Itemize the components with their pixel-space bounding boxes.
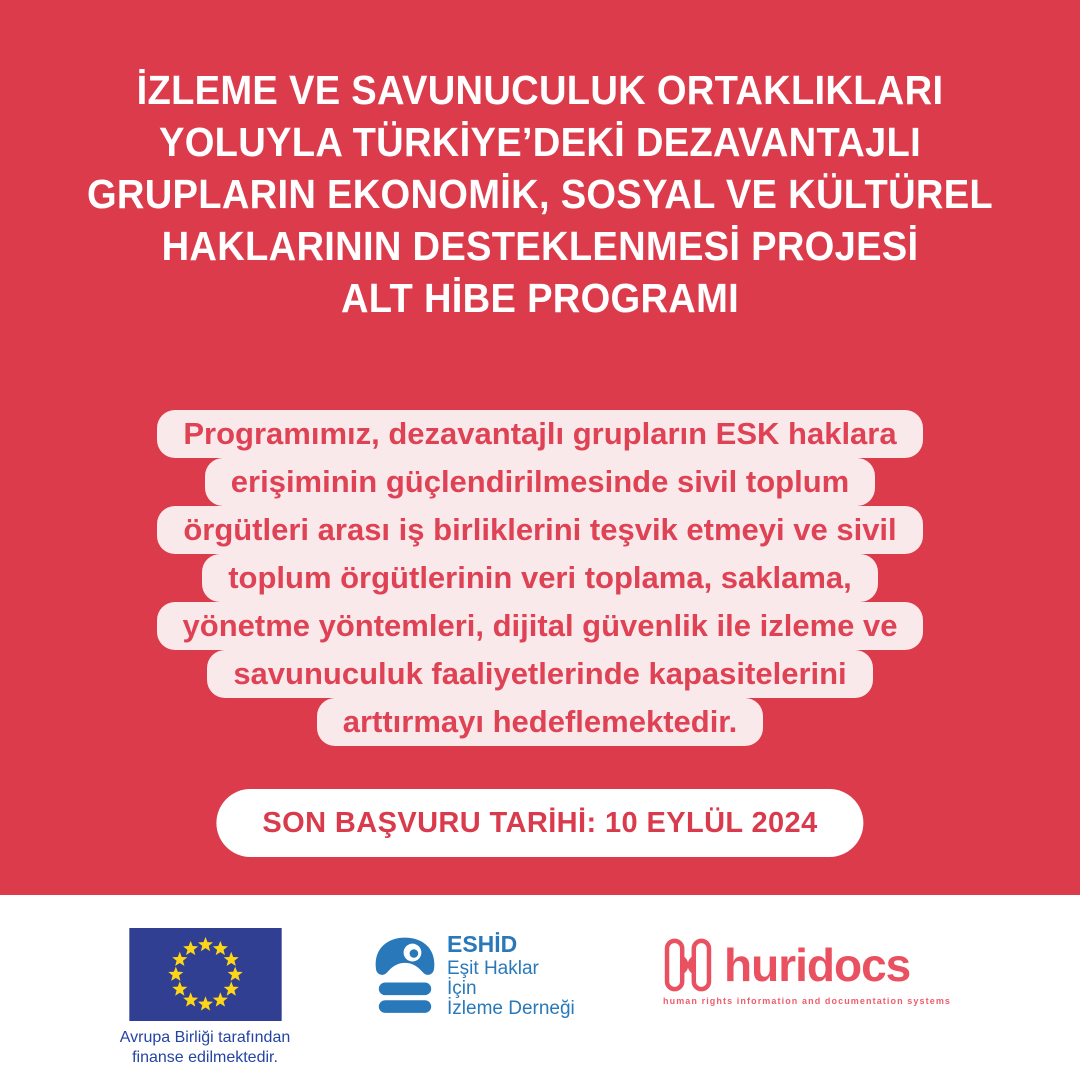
description-line: erişiminin güçlendirilmesinde sivil toplum: [205, 458, 875, 506]
description-line: yönetme yöntemleri, dijital güvenlik ile izleme ve: [157, 602, 924, 650]
page-title: [38, 64, 1042, 324]
eshid-subtitle-line: İzleme Derneği: [447, 998, 575, 1019]
deadline-pill: [216, 789, 863, 857]
title-line: ALT HİBE PROGRAMI: [340, 275, 740, 321]
eshid-name: ESHİD: [447, 931, 518, 957]
description-line: toplum örgütlerinin veri toplama, saklama,: [202, 554, 878, 602]
description-line: arttırmayı hedeflemektedir.: [317, 698, 764, 746]
eu-funding-block: [95, 928, 315, 1068]
title-line: GRUPLARIN EKONOMİK, SOSYAL VE KÜLTÜREL: [86, 171, 994, 217]
deadline-label: SON BAŞVURU TARİHİ: 10 EYLÜL 2024: [262, 806, 818, 839]
program-description: [0, 410, 1080, 746]
eshid-logo-icon: [372, 932, 438, 1018]
eu-flag-icon: [129, 928, 282, 1021]
eu-caption-line: Avrupa Birliği tarafından: [119, 1029, 291, 1046]
description-line: örgütleri arası iş birliklerini teşvik etmeyi ve sivil: [157, 506, 922, 554]
title-line: YOLUYLA TÜRKİYE’DEKİ DEZAVANTAJLI: [159, 119, 921, 165]
title-line: İZLEME VE SAVUNUCULUK ORTAKLIKLARI: [136, 67, 944, 113]
logo-footer: [0, 895, 1080, 1080]
eu-funding-caption: [95, 1028, 315, 1068]
huridocs-name: huridocs: [724, 939, 911, 991]
eshid-subtitle-line: İçin: [447, 978, 477, 999]
huridocs-monogram-icon: [663, 937, 713, 993]
eu-caption-line: finanse edilmektedir.: [132, 1049, 278, 1066]
eshid-subtitle-line: Eşit Haklar: [447, 958, 539, 979]
description-line: savunuculuk faaliyetlerinde kapasitelerini: [207, 650, 872, 698]
eshid-logo-block: [372, 932, 575, 1019]
description-line: Programımız, dezavantajlı grupların ESK haklara: [157, 410, 922, 458]
huridocs-tagline: human rights information and documentation systems: [663, 996, 952, 1006]
title-line: HAKLARININ DESTEKLENMESİ PROJESİ: [161, 223, 919, 269]
huridocs-logo-block: [663, 937, 951, 1006]
eshid-text-block: [447, 932, 575, 1019]
